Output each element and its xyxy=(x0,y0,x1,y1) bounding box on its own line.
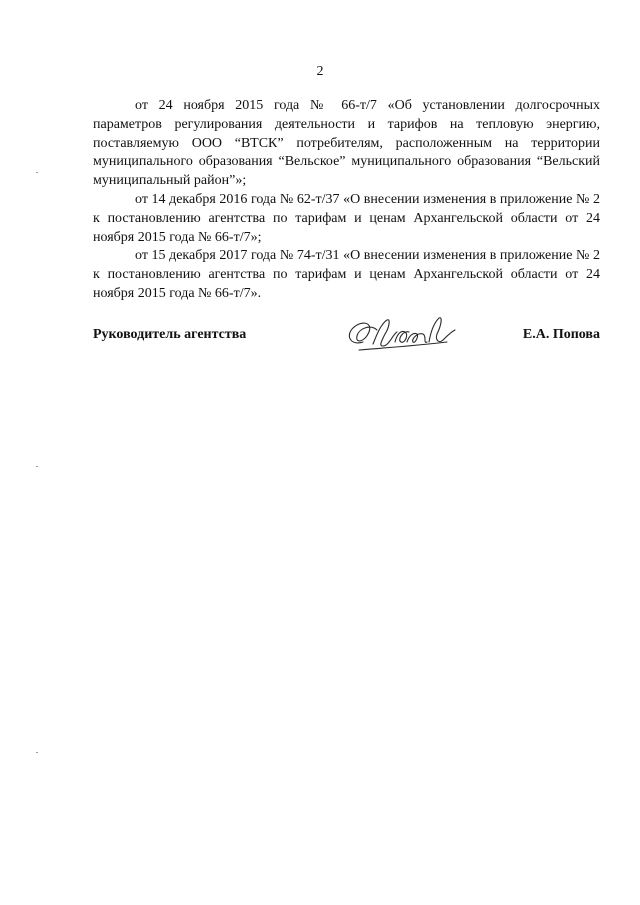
signature-block xyxy=(93,318,600,358)
paragraph-1: от 24 ноября 2015 года № 66-т/7 «Об установлении долгосрочных параметров регулирования деятельности и тарифов на тепловую энергию, поставляемую ООО “ВТСК” потребителям, расположенным на территории муниципального образования “Вельское” муниципального образования “Вельский муниципальный район”»; xyxy=(93,98,600,189)
page-number: 2 xyxy=(316,64,324,79)
document-body xyxy=(93,97,600,304)
signer-title: Руководитель агентства xyxy=(93,327,247,342)
paragraph-2: от 14 декабря 2016 года № 62-т/37 «О внесении изменения в приложение № 2 к постановлению агентства по тарифам и ценам Архангельской области от 24 ноября 2015 года № 66-т/7»; xyxy=(93,191,600,245)
margin-mark xyxy=(36,466,38,467)
handwritten-signature xyxy=(343,312,463,356)
paragraph-3: от 15 декабря 2017 года № 74-т/31 «О внесении изменения в приложение № 2 к постановлению агентства по тарифам и ценам Архангельской области от 24 ноября 2015 года № 66-т/7». xyxy=(93,248,600,301)
margin-mark xyxy=(36,752,38,753)
signer-name: Е.А. Попова xyxy=(522,327,600,342)
margin-mark xyxy=(36,172,38,173)
